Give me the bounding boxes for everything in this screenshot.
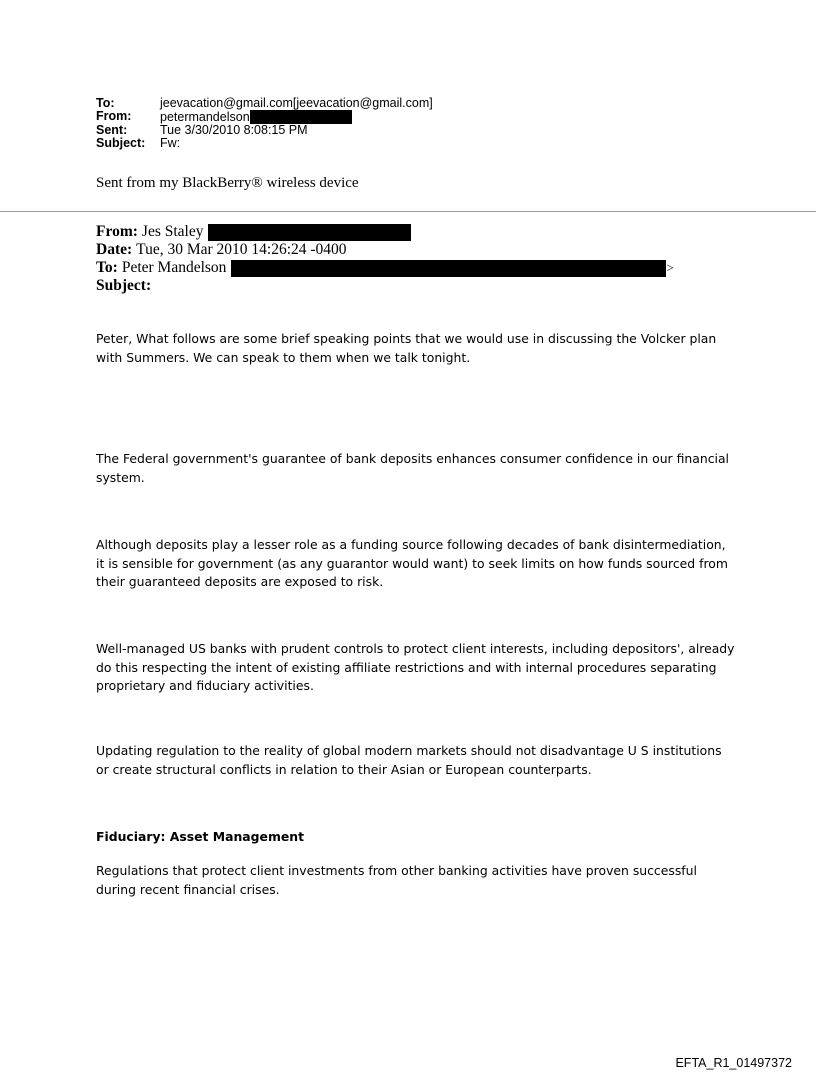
to-value: jeevacation@gmail.com[jeevacation@gmail.com] bbox=[160, 96, 433, 110]
fwd-to-label: To: bbox=[96, 259, 118, 276]
sent-value: Tue 3/30/2010 8:08:15 PM bbox=[160, 123, 308, 137]
fwd-to-trailing: > bbox=[666, 260, 674, 275]
sent-label: Sent: bbox=[96, 123, 128, 137]
fwd-date-row bbox=[96, 241, 674, 259]
header-from-row bbox=[96, 110, 433, 124]
fwd-subject-label: Subject: bbox=[96, 277, 152, 294]
subject-value: Fw: bbox=[160, 136, 181, 150]
section-heading: Fiduciary: Asset Management bbox=[96, 829, 304, 844]
document-id: EFTA_R1_01497372 bbox=[675, 1056, 792, 1070]
header-to-row bbox=[96, 97, 433, 110]
point-global-regulation: Updating regulation to the reality of global modern markets should not disadvantage U S institutions or create structural conflicts in relation to their Asian or European counterparts. bbox=[96, 743, 722, 777]
redaction-box bbox=[250, 110, 352, 124]
fwd-from-label: From: bbox=[96, 223, 138, 240]
point-client-investments: Regulations that protect client investments from other banking activities have proven successful during recent financial crises. bbox=[96, 863, 697, 897]
fwd-date-value: Tue, 30 Mar 2010 14:26:24 -0400 bbox=[136, 241, 347, 258]
email-header bbox=[96, 97, 433, 150]
fwd-to-value: Peter Mandelson bbox=[121, 259, 227, 276]
point-deposit-guarantee: The Federal government's guarantee of bank deposits enhances consumer confidence in our financial system. bbox=[96, 451, 729, 485]
header-subject-row bbox=[96, 137, 433, 150]
header-sent-row bbox=[96, 124, 433, 137]
fwd-subject-row bbox=[96, 277, 674, 295]
blackberry-signature: Sent from my BlackBerry® wireless device bbox=[96, 175, 359, 191]
point-deposit-limits: Although deposits play a lesser role as a funding source following decades of bank disintermediation, it is sensible for government (as any guarantor would want) to seek limits on how funds sourced from their guaranteed deposits are exposed to risk. bbox=[96, 537, 728, 589]
redaction-box bbox=[231, 260, 666, 277]
fwd-to-row bbox=[96, 259, 674, 277]
from-label: From: bbox=[96, 109, 132, 123]
divider-line bbox=[0, 211, 816, 212]
redaction-box bbox=[208, 224, 411, 241]
from-value: petermandelson bbox=[160, 109, 250, 124]
fwd-date-label: Date: bbox=[96, 241, 133, 258]
point-bank-controls: Well-managed US banks with prudent controls to protect client interests, including depositors', already do this respecting the intent of existing affiliate restrictions and with internal procedures separating proprietary and fiduciary activities. bbox=[96, 641, 735, 693]
fwd-from-value: Jes Staley bbox=[141, 223, 204, 240]
to-label: To: bbox=[96, 96, 115, 110]
forwarded-header bbox=[96, 223, 674, 295]
fwd-from-row bbox=[96, 223, 674, 241]
subject-label: Subject: bbox=[96, 136, 146, 150]
intro-paragraph: Peter, What follows are some brief speaking points that we would use in discussing the Volcker plan with Summers. We can speak to them when we talk tonight. bbox=[96, 331, 717, 365]
